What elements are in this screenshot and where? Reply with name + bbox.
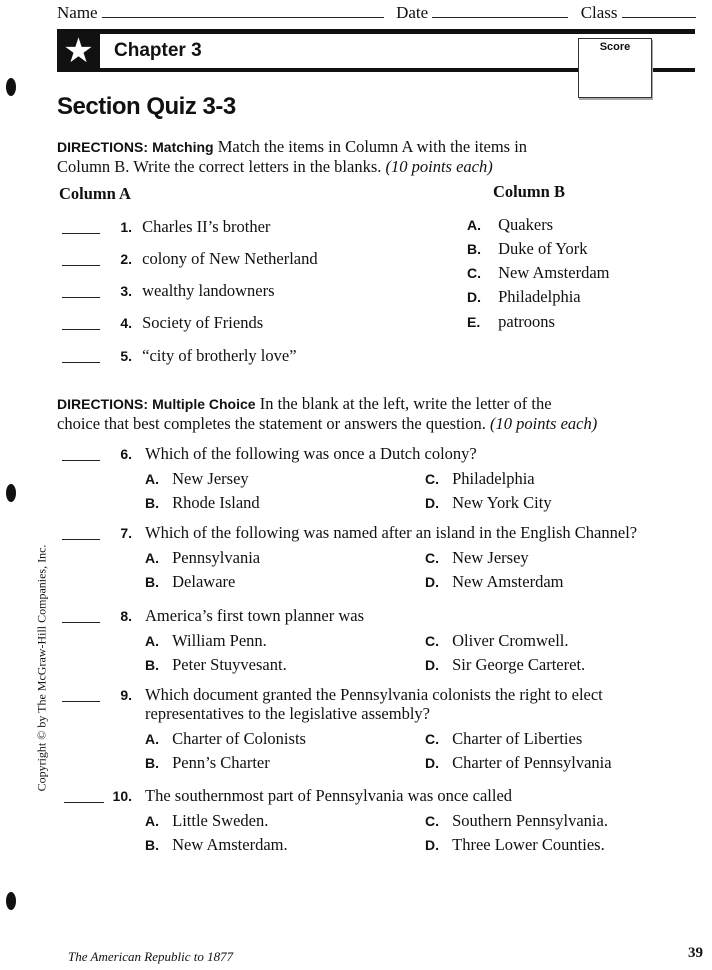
option-letter: D. xyxy=(425,837,439,853)
option-letter: A. xyxy=(145,471,159,487)
option-text: Peter Stuyvesant. xyxy=(172,655,287,674)
answer-option xyxy=(425,655,585,675)
banner-top-rule xyxy=(57,29,695,34)
column-b-item xyxy=(467,239,588,259)
directions-text: In the blank at the left, write the letter of the xyxy=(259,394,552,413)
points-note: (10 points each) xyxy=(490,414,598,433)
page-number: 39 xyxy=(688,945,703,961)
answer-option xyxy=(145,655,287,675)
chapter-title: Chapter 3 xyxy=(114,40,202,61)
option-text: Three Lower Counties. xyxy=(452,835,605,854)
item-number: 2. xyxy=(120,251,132,267)
option-letter: B. xyxy=(145,657,159,673)
option-letter: C. xyxy=(425,813,439,829)
option-text: Delaware xyxy=(172,572,236,591)
score-box[interactable] xyxy=(578,38,652,98)
option-text: Charter of Colonists xyxy=(172,729,306,748)
option-text: New York City xyxy=(452,493,552,512)
mc-question xyxy=(112,606,132,626)
option-text: Little Sweden. xyxy=(172,811,269,830)
directions-text: Match the items in Column A with the items in xyxy=(217,137,528,156)
item-number: 5. xyxy=(120,348,132,364)
column-b-item xyxy=(467,312,555,332)
option-letter: D. xyxy=(467,289,481,305)
option-text: Philadelphia xyxy=(452,469,535,488)
option-text: Charter of Pennsylvania xyxy=(452,753,612,772)
date-label: Date xyxy=(396,3,429,22)
question-text: The southernmost part of Pennsylvania was once called xyxy=(145,786,513,805)
option-text: Sir George Carteret. xyxy=(452,655,586,674)
question-text: Which of the following was once a Dutch colony? xyxy=(145,444,477,463)
option-text: William Penn. xyxy=(172,631,267,650)
column-a-item xyxy=(112,281,275,301)
answer-option xyxy=(145,753,270,773)
option-letter: C. xyxy=(425,633,439,649)
answer-option xyxy=(425,548,529,568)
answer-blank[interactable] xyxy=(62,297,100,298)
option-letter: B. xyxy=(145,755,159,771)
column-a-label: Column A xyxy=(59,184,131,203)
name-field[interactable] xyxy=(102,16,384,18)
option-letter: B. xyxy=(145,837,159,853)
item-text: Society of Friends xyxy=(142,313,264,332)
option-letter: C. xyxy=(425,471,439,487)
option-letter: A. xyxy=(145,550,159,566)
option-letter: E. xyxy=(467,314,481,330)
mc-question xyxy=(112,685,132,705)
copyright-text: Copyright © by The McGraw-Hill Companies, Inc. xyxy=(34,544,49,792)
footer-book-title: The American Republic to 1877 xyxy=(68,949,234,964)
answer-blank[interactable] xyxy=(62,362,100,363)
column-b-item xyxy=(467,215,553,235)
answer-option xyxy=(145,493,260,513)
score-label: Score xyxy=(599,41,631,53)
option-text: New Jersey xyxy=(452,548,529,567)
answer-option xyxy=(145,572,235,592)
option-letter: B. xyxy=(145,495,159,511)
directions-text: Column B. Write the correct letters in the blanks. xyxy=(57,157,382,176)
matching-directions xyxy=(57,137,527,177)
mc-question xyxy=(112,523,132,543)
option-text: Penn’s Charter xyxy=(172,753,270,772)
item-text: Charles II’s brother xyxy=(142,217,271,236)
answer-blank[interactable] xyxy=(62,265,100,266)
column-a-item xyxy=(112,313,263,333)
answer-option xyxy=(425,811,608,831)
option-letter: C. xyxy=(425,731,439,747)
mc-question xyxy=(112,444,132,464)
option-letter: D. xyxy=(425,574,439,590)
option-letter: B. xyxy=(145,574,159,590)
option-letter: A. xyxy=(145,633,159,649)
option-text: Rhode Island xyxy=(172,493,260,512)
option-text: Southern Pennsylvania. xyxy=(452,811,608,830)
answer-option xyxy=(425,469,535,489)
mc-directions xyxy=(57,394,597,433)
answer-option xyxy=(425,753,612,773)
option-letter: A. xyxy=(145,813,159,829)
option-letter: D. xyxy=(425,657,439,673)
item-number: 1. xyxy=(120,219,132,235)
answer-blank[interactable] xyxy=(62,460,100,461)
binder-hole xyxy=(6,484,16,502)
mc-question xyxy=(108,786,132,806)
question-text: representatives to the legislative assembly? xyxy=(145,704,430,723)
item-text: “city of brotherly love” xyxy=(142,346,297,365)
option-text: Philadelphia xyxy=(498,287,581,306)
column-b-label: Column B xyxy=(493,182,565,201)
binder-hole xyxy=(6,78,16,96)
option-letter: B. xyxy=(467,241,481,257)
answer-option xyxy=(425,631,569,651)
option-letter: D. xyxy=(425,755,439,771)
answer-blank[interactable] xyxy=(62,329,100,330)
option-letter: C. xyxy=(425,550,439,566)
date-field[interactable] xyxy=(432,16,568,18)
answer-option xyxy=(425,493,552,513)
answer-option xyxy=(145,469,249,489)
answer-blank[interactable] xyxy=(64,802,104,803)
class-label: Class xyxy=(580,3,618,22)
item-number: 4. xyxy=(120,315,132,331)
answer-blank[interactable] xyxy=(62,701,100,702)
answer-blank[interactable] xyxy=(62,539,100,540)
item-text: wealthy landowners xyxy=(142,281,275,300)
answer-option xyxy=(425,835,605,855)
option-text: New Jersey xyxy=(172,469,249,488)
option-text: Charter of Liberties xyxy=(452,729,583,748)
answer-option xyxy=(145,811,268,831)
option-text: New Amsterdam xyxy=(498,263,610,282)
answer-option xyxy=(145,548,260,568)
column-a-item xyxy=(112,346,297,366)
answer-option xyxy=(145,729,306,749)
question-number: 9. xyxy=(120,687,132,703)
directions-label: DIRECTIONS: xyxy=(57,139,148,155)
question-number: 10. xyxy=(112,788,132,804)
answer-option xyxy=(425,572,563,592)
question-number: 7. xyxy=(120,525,132,541)
option-text: Quakers xyxy=(498,215,554,234)
option-letter: C. xyxy=(467,265,481,281)
item-number: 3. xyxy=(120,283,132,299)
option-text: Duke of York xyxy=(498,239,588,258)
answer-blank[interactable] xyxy=(62,622,100,623)
answer-option xyxy=(145,835,288,855)
column-b-item xyxy=(467,287,581,307)
directions-text: choice that best completes the statement or answers the question. xyxy=(57,414,486,433)
option-text: New Amsterdam. xyxy=(172,835,288,854)
answer-option xyxy=(145,631,267,651)
option-text: patroons xyxy=(498,312,555,331)
column-b-item xyxy=(467,263,609,283)
name-label: Name xyxy=(57,3,98,22)
option-text: Oliver Cromwell. xyxy=(452,631,569,650)
directions-label: DIRECTIONS: xyxy=(57,396,148,412)
option-text: Pennsylvania xyxy=(172,548,261,567)
question-number: 8. xyxy=(120,608,132,624)
column-a-item xyxy=(112,249,318,269)
header-fields xyxy=(57,3,696,23)
answer-option xyxy=(425,729,582,749)
section-quiz-title: Section Quiz 3-3 xyxy=(57,93,236,120)
question-text: America’s first town planner was xyxy=(145,606,365,625)
question-text: Which document granted the Pennsylvania colonists the right to elect xyxy=(145,685,603,704)
directions-type: Matching xyxy=(152,139,214,155)
binder-hole xyxy=(6,892,16,910)
option-text: New Amsterdam xyxy=(452,572,564,591)
option-letter: A. xyxy=(467,217,481,233)
points-note: (10 points each) xyxy=(385,157,493,176)
star-icon: ★ xyxy=(57,29,100,72)
option-letter: D. xyxy=(425,495,439,511)
directions-type: Multiple Choice xyxy=(152,396,256,412)
class-field[interactable] xyxy=(622,16,696,18)
question-text: Which of the following was named after an island in the English Channel? xyxy=(145,523,638,542)
column-a-item xyxy=(112,217,270,237)
question-number: 6. xyxy=(120,446,132,462)
answer-blank[interactable] xyxy=(62,233,100,234)
option-letter: A. xyxy=(145,731,159,747)
item-text: colony of New Netherland xyxy=(142,249,318,268)
